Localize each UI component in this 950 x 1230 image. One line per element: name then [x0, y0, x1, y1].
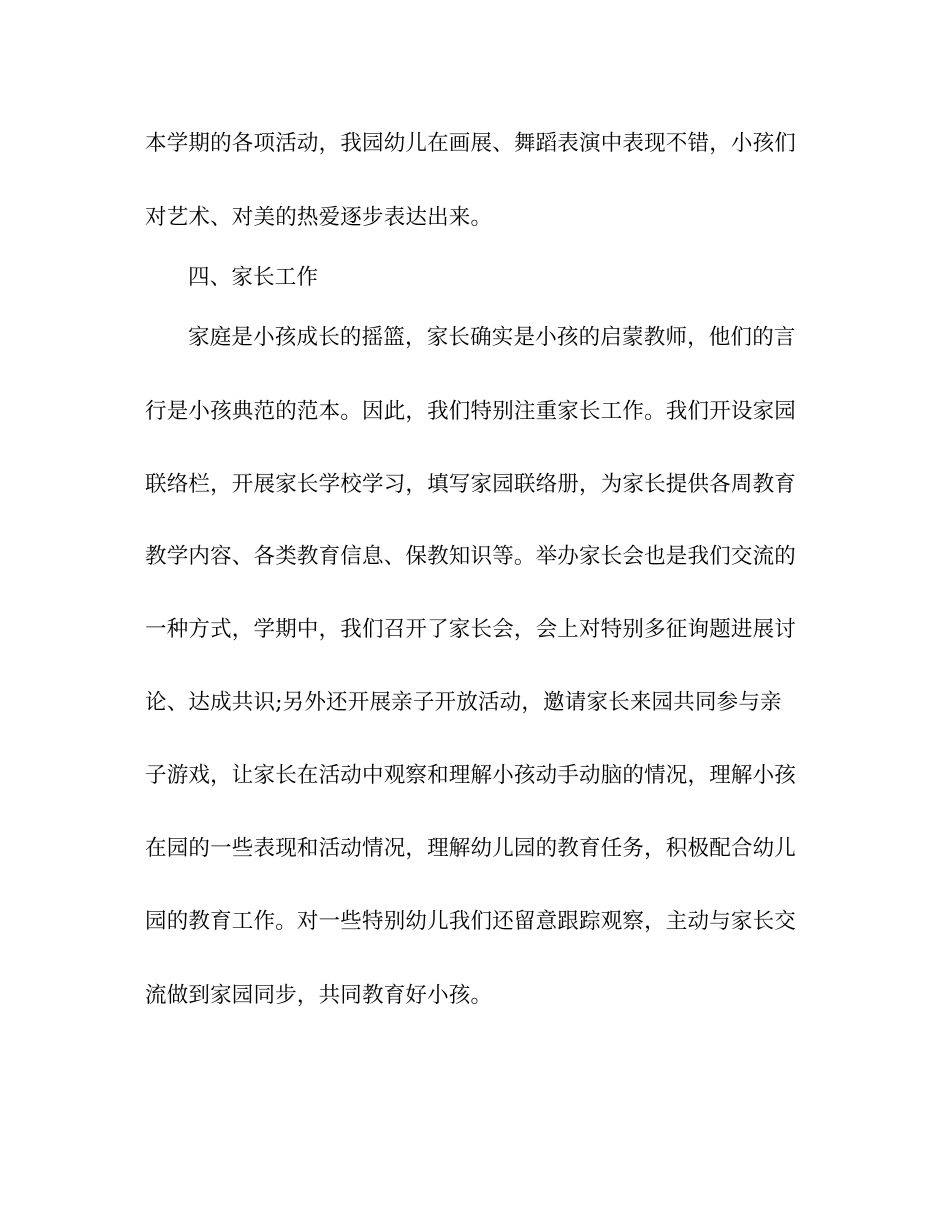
body-text-line: 流做到家园同步，共同教育好小孩。	[145, 983, 493, 1008]
section-heading: 四、家长工作	[188, 265, 319, 290]
body-text-line: 一种方式，学期中，我们召开了家长会，会上对特别多征询题进展讨	[145, 617, 797, 642]
body-text-line: 本学期的各项活动，我园幼儿在画展、舞蹈表演中表现不错，小孩们	[145, 131, 797, 156]
body-text-line: 园的教育工作。对一些特别幼儿我们还留意跟踪观察，主动与家长交	[145, 909, 797, 934]
body-text-line: 在园的一些表现和活动情况，理解幼儿园的教育任务，积极配合幼儿	[145, 836, 797, 861]
body-text-line: 联络栏，开展家长学校学习，填写家园联络册，为家长提供各周教育	[145, 472, 797, 497]
body-text-line: 行是小孩典范的范本。因此，我们特别注重家长工作。我们开设家园	[145, 399, 797, 424]
body-text-line: 教学内容、各类教育信息、保教知识等。举办家长会也是我们交流的	[145, 544, 797, 569]
body-text-line: 对艺术、对美的热爱逐步表达出来。	[145, 205, 493, 230]
body-text-line: 家庭是小孩成长的摇篮，家长确实是小孩的启蒙教师，他们的言	[188, 325, 796, 350]
body-text-line: 子游戏，让家长在活动中观察和理解小孩动手动脑的情况，理解小孩	[145, 763, 797, 788]
body-text-line: 论、达成共识;另外还开展亲子开放活动，邀请家长来园共同参与亲	[145, 690, 782, 715]
